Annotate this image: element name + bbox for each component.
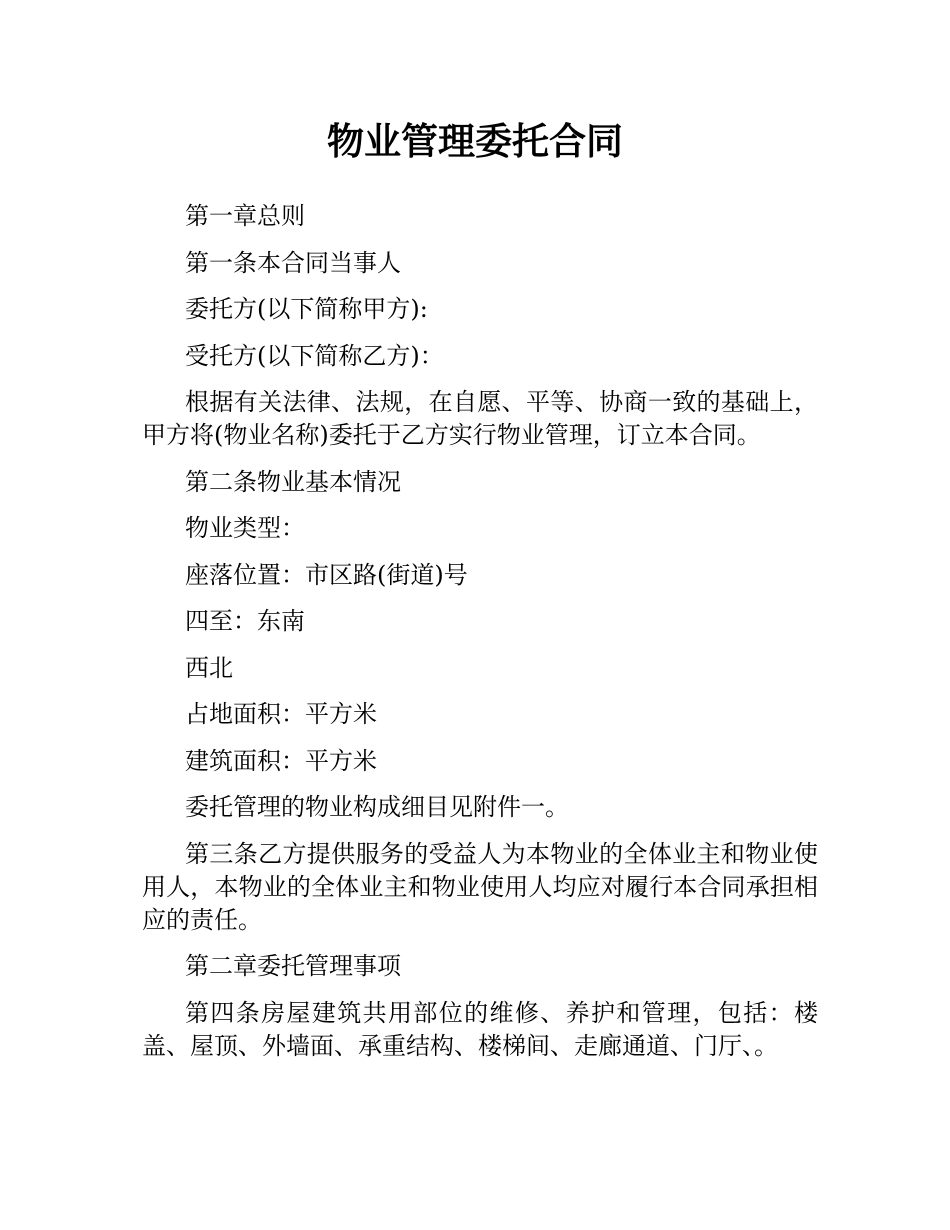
building-area-line: 建筑面积：平方米: [185, 746, 377, 775]
document-title: 物业管理委托合同: [327, 120, 623, 163]
article-paragraph: 第四条房屋建筑共用部位的维修、养护和管理，包括：楼盖、屋顶、外墙面、承重结构、楼梯间、走廊通道、门厅、。: [142, 998, 818, 1060]
article-heading: 第二条物业基本情况: [185, 467, 401, 496]
chapter-heading: 第二章委托管理事项: [185, 952, 401, 980]
preamble-paragraph: 根据有关法律、法规，在自愿、平等、协商一致的基础上，甲方将(物业名称)委托于乙方实行物业管理，订立本合同。: [142, 388, 818, 449]
party-b-line: 受托方(以下简称乙方)：: [185, 341, 444, 370]
land-area-line: 占地面积：平方米: [185, 700, 377, 728]
document-body: [142, 200, 818, 1076]
boundary-line: 四至：东南: [185, 607, 305, 635]
article-heading: 第一条本合同当事人: [185, 248, 401, 277]
location-line: 座落位置：市区路(街道)号: [185, 560, 468, 589]
attachment-note: 委托管理的物业构成细目见附件一。: [185, 793, 569, 821]
boundary-line: 西北: [185, 653, 233, 682]
chapter-heading: 第一章总则: [185, 202, 305, 230]
property-type-line: 物业类型：: [185, 514, 305, 542]
party-a-line: 委托方(以下简称甲方):: [185, 295, 428, 323]
article-paragraph: 第三条乙方提供服务的受益人为本物业的全体业主和物业使用人，本物业的全体业主和物业使用人均应对履行本合同承担相应的责任。: [142, 839, 818, 934]
